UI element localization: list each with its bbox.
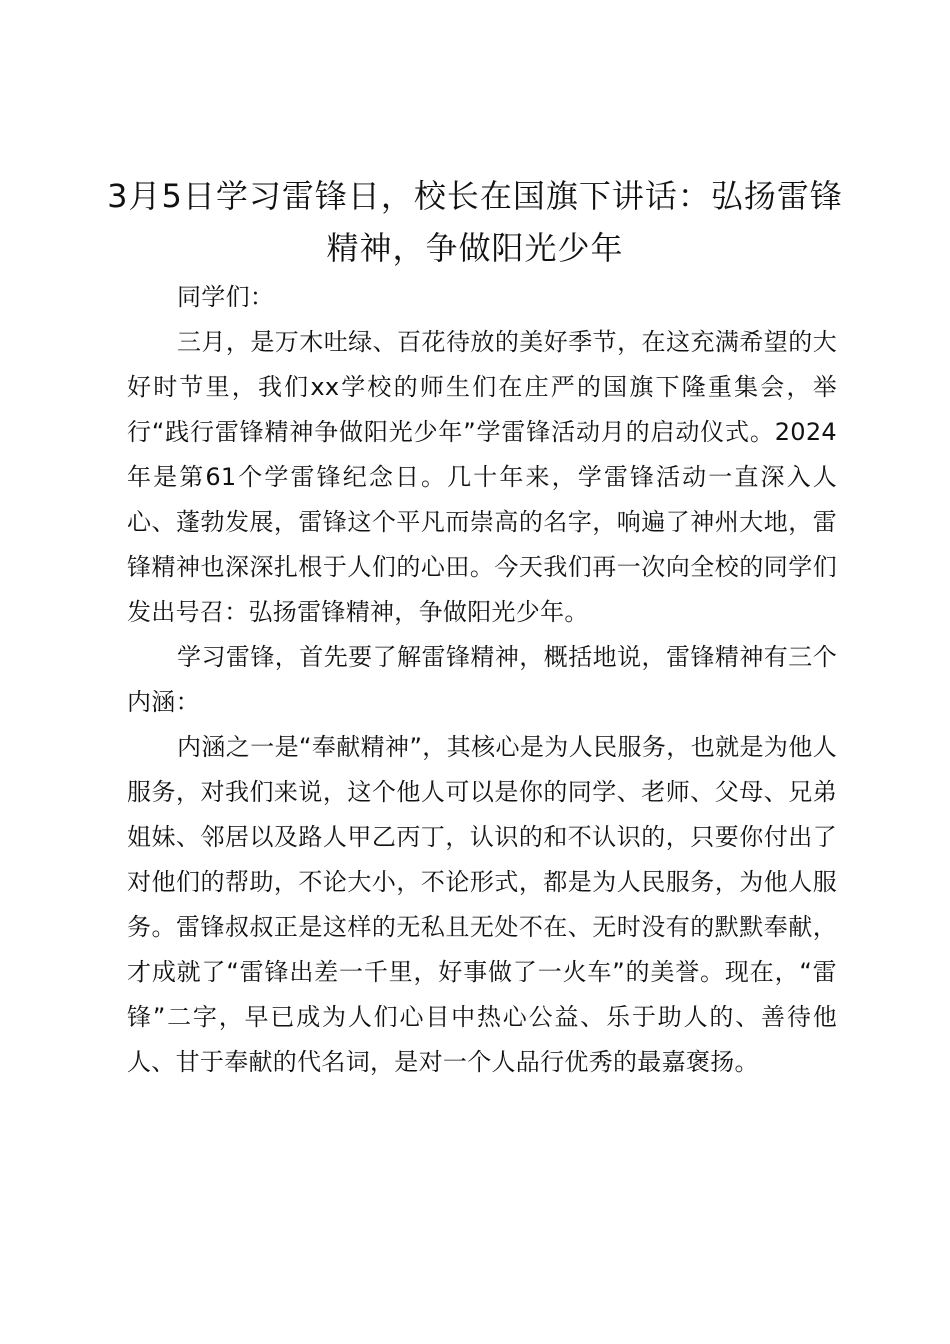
document-title: 3月5日学习雷锋日，校长在国旗下讲话：弘扬雷锋精神，争做阳光少年: [107, 177, 843, 267]
salutation-paragraph: 同学们：: [177, 283, 275, 311]
document-body: [127, 275, 837, 1085]
body-paragraph: 内涵之一是“奉献精神”，其核心是为人民服务，也就是为他人服务，对我们来说，这个他人可以是你的同学、老师、父母、兄弟姐妹、邻居以及路人甲乙丙丁，认识的和不认识的，只要你付出了对他们的帮助，不论大小，不论形式，都是为人民服务，为他人服务。雷锋叔叔正是这样的无私且无处不在、无时没有的默默奉献，才成就了“雷锋出差一千里，好事做了一火车”的美誉。现在，“雷锋”二字，早已成为人们心目中热心公益、乐于助人的、善待他人、甘于奉献的代名词，是对一个人品行优秀的最嘉褒扬。: [127, 733, 837, 1076]
body-paragraph: 三月，是万木吐绿、百花待放的美好季节，在这充满希望的大好时节里，我们xx学校的师生们在庄严的国旗下隆重集会，举行“践行雷锋精神争做阳光少年”学雷锋活动月的启动仪式。2024年是第61个学雷锋纪念日。几十年来，学雷锋活动一直深入人心、蓬勃发展，雷锋这个平凡而崇高的名字，响遍了神州大地，雷锋精神也深深扎根于人们的心田。今天我们再一次向全校的同学们发出号召：弘扬雷锋精神，争做阳光少年。: [127, 328, 837, 626]
body-paragraph: 学习雷锋，首先要了解雷锋精神，概括地说，雷锋精神有三个内涵：: [127, 643, 837, 716]
